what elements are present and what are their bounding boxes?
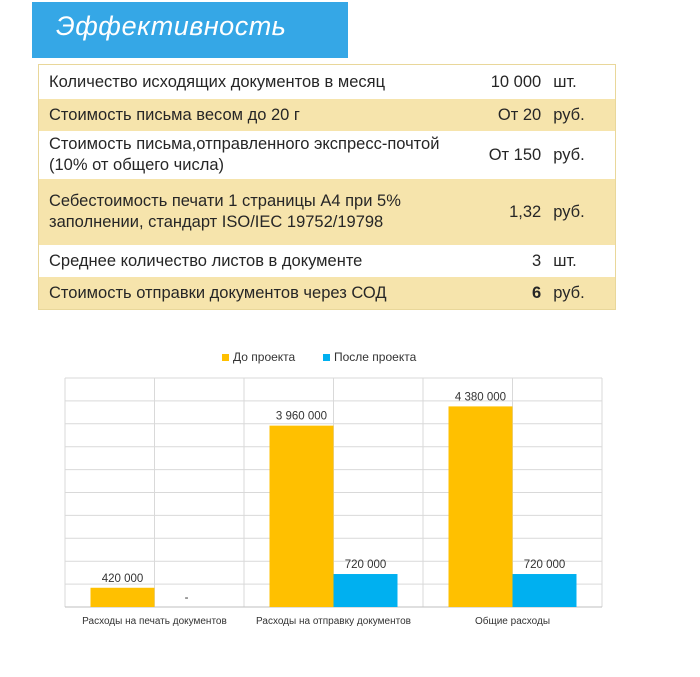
row-label: Стоимость отправки документов через СОД <box>49 283 387 302</box>
data-label: 720 000 <box>344 559 387 572</box>
row-value: 6 <box>532 283 542 302</box>
row-value: 10 000 <box>490 72 542 91</box>
category-label: Общие расходы <box>474 616 551 627</box>
row-unit: руб. <box>553 202 585 221</box>
bar <box>334 574 398 607</box>
row-label: Среднее количество листов в документе <box>49 251 363 270</box>
row-unit: руб. <box>553 105 585 124</box>
row-label: Стоимость письма весом до 20 г <box>49 105 300 124</box>
legend-label: После проекта <box>334 350 417 364</box>
bar <box>270 426 334 607</box>
page-title: Эффективность <box>56 11 287 41</box>
category-label: Расходы на отправку документов <box>256 616 411 627</box>
row-unit: шт. <box>553 72 577 91</box>
row-value: 3 <box>532 251 542 270</box>
data-label: 3 960 000 <box>275 410 328 423</box>
legend-label: До проекта <box>233 350 296 364</box>
row-label: Количество исходящих документов в месяц <box>49 72 386 91</box>
bar <box>513 574 577 607</box>
row-label: Себестоимость печати 1 страницы А4 при 5% заполнении, стандарт ISO/IEC 19752/19798 <box>49 192 401 231</box>
row-unit: руб. <box>553 145 585 164</box>
row-value: От 20 <box>497 105 542 124</box>
table-row <box>39 179 615 245</box>
table-row <box>39 277 615 309</box>
row-unit: шт. <box>553 251 577 270</box>
table-row <box>39 99 615 131</box>
legend-swatch <box>222 354 229 361</box>
row-label: Стоимость письма,отправленного экспресс-почтой (10% от общего числа) <box>49 135 440 174</box>
legend-swatch <box>323 354 330 361</box>
bar <box>91 588 155 607</box>
expenses-bar-chart <box>0 340 700 640</box>
category-label: Расходы на печать документов <box>82 616 227 627</box>
data-label: 4 380 000 <box>454 391 507 404</box>
data-label: 420 000 <box>101 572 144 585</box>
row-value: 1,32 <box>509 202 542 221</box>
table-row <box>39 131 615 179</box>
table-row <box>39 245 615 277</box>
efficiency-table <box>38 64 616 310</box>
data-label: - <box>184 592 189 604</box>
row-value: От 150 <box>488 145 542 164</box>
bar <box>449 406 513 607</box>
table-row <box>39 65 615 99</box>
section-banner <box>32 2 348 58</box>
row-unit: руб. <box>553 283 585 302</box>
data-label: 720 000 <box>523 559 566 572</box>
